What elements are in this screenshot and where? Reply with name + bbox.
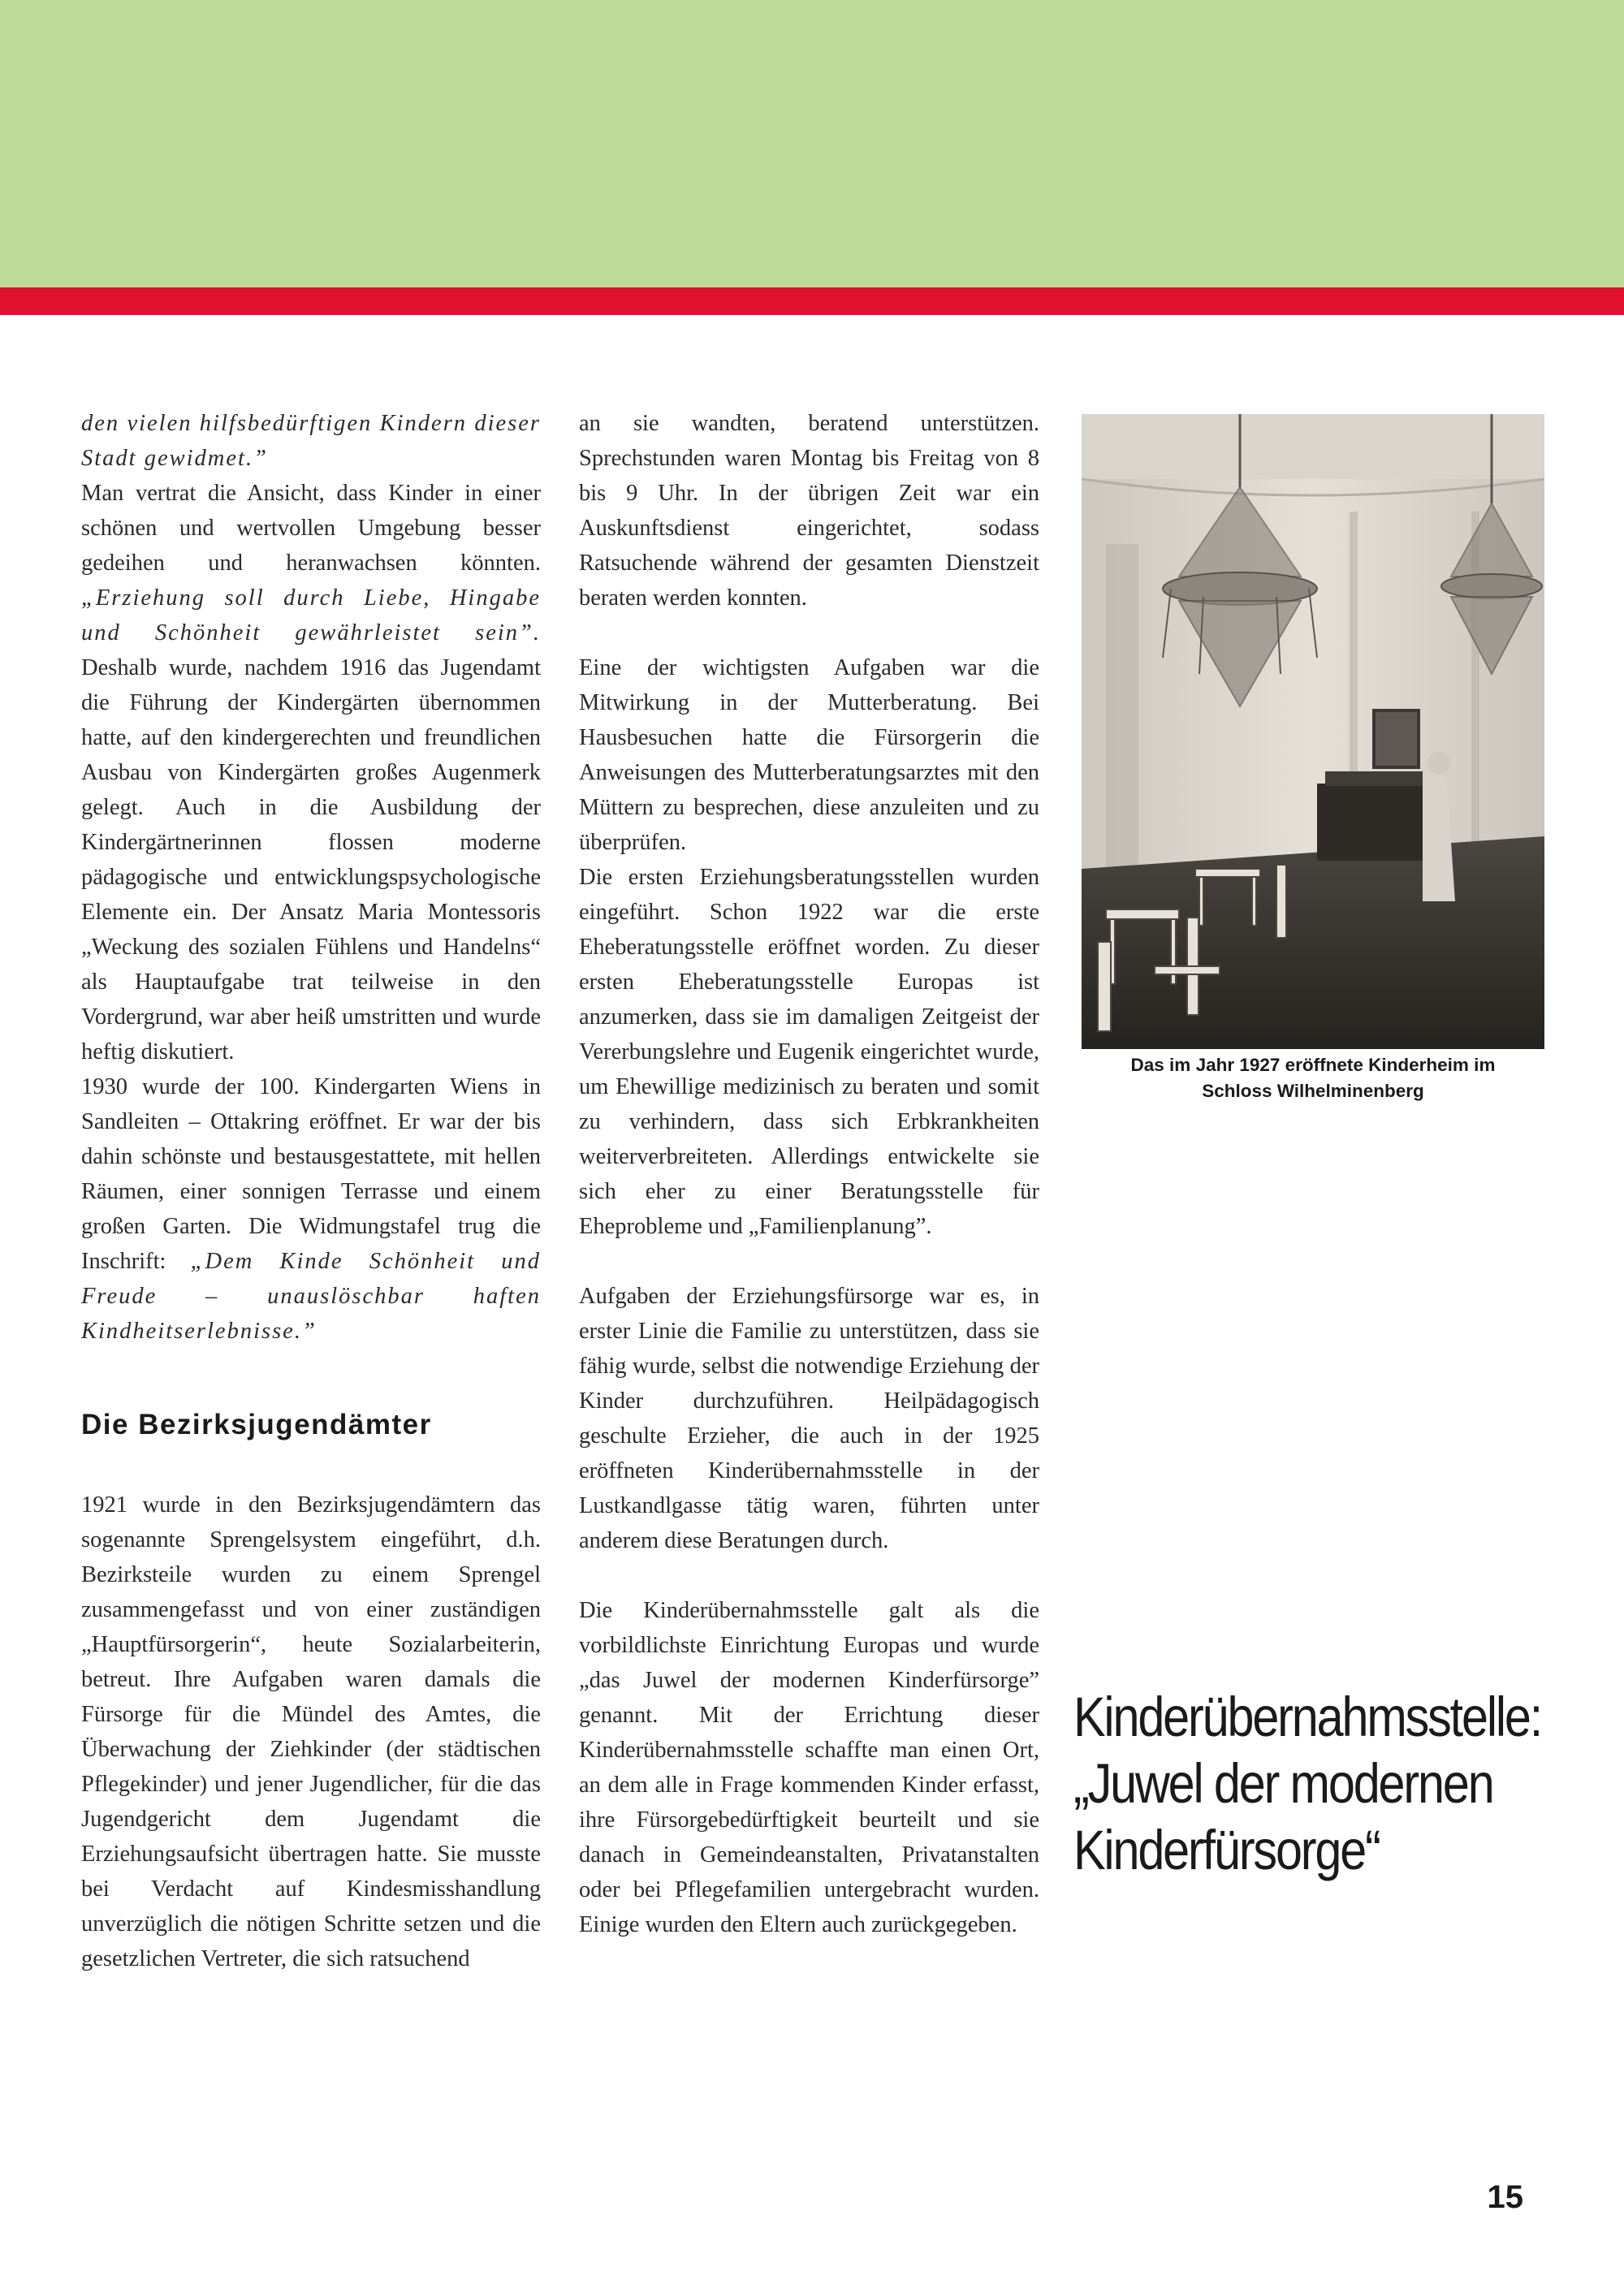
paragraph: Die ersten Erziehungsberatungsstellen wurden eingeführt. Schon 1922 war die erste Eheberatungsstelle eröffnet worden. Zu dieser ersten Eheberatungsstelle Europas ist anzumerken, dass sie im damaligen Zeitgeist der Vererbungslehre und Eugenik eingerichtet wurde, um Ehewillige medizinisch zu beraten und somit zu verhindern, dass sich Erbkrankheiten weiterverbreiteten. Allerdings entwickelte sie sich eher zu einer Beratungsstelle für Eheprobleme und „Familienplanung”. — [579, 865, 1039, 1239]
paragraph: Man vertrat die Ansicht, dass Kinder in einer schönen und wertvollen Umgebung besser gedeihen und heranwachsen könnten. „Erziehung soll durch Liebe, Hingabe und Schönheit gewährleistet sein”. Deshalb wurde, nachdem 1916 das Jugendamt die Führung der Kindergärten übernommen hatte, auf den kindergerechten und freundlichen Ausbau von Kindergärten großes Augenmerk gelegt. Auch in die Ausbildung der Kindergärtnerinnen flossen moderne pädagogische und entwicklungspsychologische Elemente ein. Der Ansatz Maria Montessoris „Weckung des sozialen Fühlens und Handelns“ als Hauptaufgabe trat teilweise in den Vordergrund, war aber heiß umstritten und wurde heftig diskutiert. — [81, 481, 541, 1064]
text-column-middle — [579, 406, 1039, 1942]
historic-photo — [1082, 414, 1544, 1049]
paragraph: 1930 wurde der 100. Kindergarten Wiens in Sandleiten – Ottakring eröffnet. Er war der bis dahin schönste und bestausgestattete, mit hellen Räumen, einer sonnigen Terrasse und einem großen Garten. Die Widmungstafel trug die Inschrift: „Dem Kinde Schönheit und Freude – unauslöschbar haften Kindheitserlebnisse.” — [81, 1074, 541, 1344]
text-column-left — [81, 406, 541, 1976]
education-quote: „Erziehung soll durch Liebe, Hingabe und Schönheit gewährleistet sein”. — [81, 585, 541, 646]
paragraph: Die Kinderübernahmsstelle galt als die vorbildlichste Einrichtung Europas und wurde „das Juwel der modernen Kinderfürsorge” genannt. Mit der Errichtung dieser Kinderübernahmsstelle schaffte man einen Ort, an dem alle in Frage kommenden Kinder erfasst, ihre Fürsorgebedürftigkeit beurteilt und sie danach in Gemeindeanstalten, Privatanstalten oder bei Pflegefamilien untergebracht wurden. Einige wurden den Eltern auch zurückgegeben. — [579, 1598, 1039, 1937]
paragraph — [81, 406, 541, 476]
paragraph: 1921 wurde in den Bezirksjugendämtern das sogenannte Sprengelsystem eingeführt, d.h. Bezirksteile wurden zu einem Sprengel zusammengefasst und von einer zuständigen „Hauptfürsorgerin“, heute Sozialarbeiterin, betreut. Ihre Aufgaben waren damals die Fürsorge für die Mündel des Amtes, die Überwachung der Ziehkinder (der städtischen Pflegekinder) und jener Jugendlicher, für die das Jugendgericht dem Jugendamt die Erziehungsaufsicht übertragen hatte. Sie musste bei Verdacht auf Kindesmisshandlung unverzüglich die nötigen Schritte setzen und die gesetzlichen Vertreter, die sich ratsuchend — [81, 1492, 541, 1971]
paragraph: an sie wandten, beratend unterstützen. Sprechstunden waren Montag bis Freitag von 8 bis 9 Uhr. In der übrigen Zeit war ein Auskunftsdienst eingerichtet, sodass Ratsuchende während der gesamten Dienstzeit beraten werden konnten. — [579, 411, 1039, 611]
dedication-quote: den vielen hilfsbedürftigen Kindern dieser Stadt gewidmet.” — [81, 411, 541, 471]
header-band-red — [0, 287, 1624, 315]
page-number: 15 — [1487, 2179, 1523, 2215]
header-band-green — [0, 0, 1624, 287]
paragraph: Aufgaben der Erziehungsfürsorge war es, in erster Linie die Familie zu unterstützen, dass sie fähig wurde, selbst die notwendige Erziehung der Kinder durchzuführen. Heilpädagogisch geschulte Erzieher, die auch in der 1925 eröffneten Kinderübernahmsstelle in der Lustkandlgasse tätig waren, führten unter anderem diese Beratungen durch. — [579, 1284, 1039, 1553]
pull-quote: Kinderübernahmsstelle: „Juwel der modernen Kinderfürsorge“ — [1073, 1686, 1542, 1881]
photo-caption: Das im Jahr 1927 eröffnete Kinderheim im Schloss Wilhelminenberg — [1130, 1055, 1496, 1101]
section-heading: Die Bezirksjugendämter — [81, 1409, 432, 1440]
paragraph: Eine der wichtigsten Aufgaben war die Mitwirkung in der Mutterberatung. Bei Hausbesuchen hatte die Fürsorgerin die Anweisungen des Mutterberatungsarztes mit den Müttern zu besprechen, diese anzuleiten und zu überprüfen. — [579, 655, 1039, 855]
inscription-quote: „Dem Kinde Schönheit und Freude – unauslöschbar haften Kindheitserlebnisse.” — [81, 1249, 541, 1344]
